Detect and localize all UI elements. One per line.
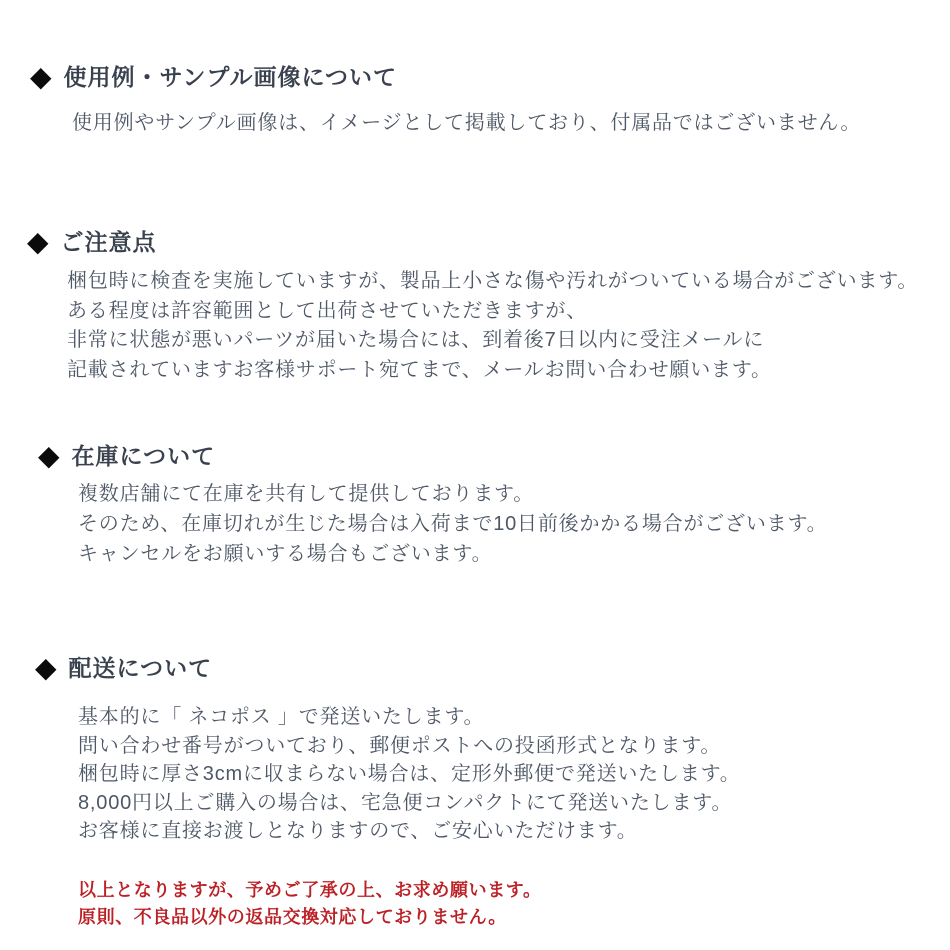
body-line: お客様に直接お渡しとなりますので、ご安心いただけます。: [78, 820, 638, 842]
diamond-bullet-icon: ◆: [27, 226, 50, 257]
body-line: 複数店舗にて在庫を共有して提供しております。: [78, 483, 534, 505]
warning-line: 以上となりますが、予めご了承の上、お求め願います。: [78, 879, 542, 900]
diamond-bullet-icon: ◆: [30, 61, 53, 92]
section-title: 配送について: [68, 655, 213, 681]
section-body-shipping: [78, 703, 950, 846]
body-line: ある程度は許容範囲として出荷させていただきますが、: [67, 299, 587, 322]
section-sample-images: [0, 62, 950, 138]
section-heading-stock: [38, 441, 950, 471]
body-line: 非常に状態が悪いパーツが届いた場合には、到着後7日以内に受注メールに: [67, 329, 765, 351]
section-body-sample-images: [72, 109, 950, 138]
diamond-bullet-icon: ◆: [38, 440, 61, 471]
warning-line: 原則、不良品以外の返品交換対応しておりません。: [78, 906, 507, 927]
section-cautions: [0, 227, 950, 385]
body-line: 梱包時に厚さ3cmに収まらない場合は、定形外郵便で発送いたします。: [78, 763, 741, 785]
body-line: そのため、在庫切れが生じた場合は入荷まで10日前後かかる場合がございます。: [78, 513, 828, 535]
body-line: キャンセルをお願いする場合もございます。: [78, 543, 493, 565]
section-body-stock: [78, 479, 950, 569]
body-line: 基本的に「 ネコポス 」で発送いたします。: [78, 706, 485, 728]
section-title: ご注意点: [60, 229, 157, 255]
section-shipping: [0, 653, 950, 846]
section-heading-shipping: [35, 653, 950, 683]
body-line: 問い合わせ番号がついており、郵便ポストへの投函形式となります。: [78, 734, 722, 757]
footer-warning-notes: [78, 877, 950, 931]
section-heading-sample-images: [30, 62, 950, 92]
section-title: 在庫について: [71, 443, 216, 469]
section-title: 使用例・サンプル画像について: [63, 64, 398, 90]
body-line: 記載されていますお客様サポート宛てまで、メールお問い合わせ願います。: [67, 358, 772, 381]
section-stock: [0, 441, 950, 569]
body-line: 8,000円以上ご購入の場合は、宅急便コンパクトにて発送いたします。: [78, 791, 733, 814]
body-line: 梱包時に検査を実施していますが、製品上小さな傷や汚れがついている場合がございます。: [67, 270, 919, 292]
section-body-cautions: [67, 267, 950, 385]
section-heading-cautions: [27, 227, 950, 257]
body-line: 使用例やサンプル画像は、イメージとして掲載しており、付属品ではございません。: [72, 112, 862, 134]
diamond-bullet-icon: ◆: [35, 652, 58, 683]
